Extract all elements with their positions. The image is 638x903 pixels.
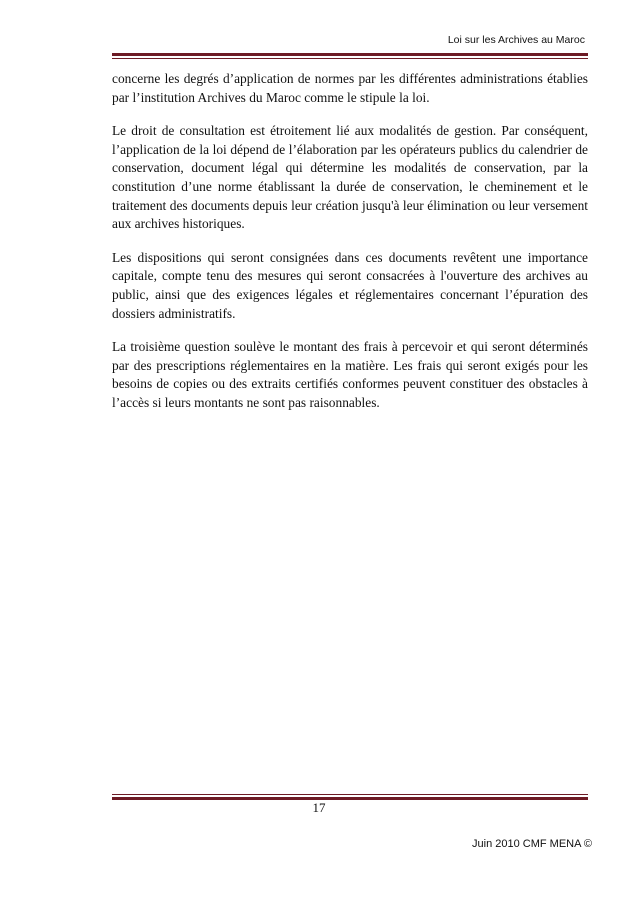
paragraph-1: concerne les degrés d’application de normes par les différentes administrations établies par l’institution Archives du Maroc comme le stipule la loi. bbox=[112, 71, 588, 105]
paragraph-2: Le droit de consultation est étroitement lié aux modalités de gestion. Par conséquent, l’application de la loi dépend de l’élaboration par les opérateurs publics du calendrier de conservation, document légal qui détermine les modalités de conservation, par la constitution d’une norme établissant la durée de conservation, le cheminement et le traitement des documents depuis leur création jusqu'à leur élimination ou leur versement aux archives historiques. bbox=[112, 123, 588, 232]
body-text bbox=[112, 70, 588, 428]
footer-text: Juin 2010 CMF MENA © bbox=[472, 838, 592, 850]
paragraph-4: La troisième question soulève le montant des frais à percevoir et qui seront déterminés par des prescriptions réglementaires en la matière. Les frais qui seront exigés pour les besoins de copies ou des extraits certifiés conformes peuvent constituer des obstacles à l’accès si leurs montants ne sont pas raisonnables. bbox=[112, 339, 588, 410]
header-title: Loi sur les Archives au Maroc bbox=[447, 34, 585, 46]
footer-rule bbox=[112, 794, 588, 795]
paragraph-3: Les dispositions qui seront consignées dans ces documents revêtent une importance capitale, compte tenu des mesures qui seront consacrées à l'ouverture des archives au public, ainsi que des exigences légales et réglementaires concernant l’épuration des dossiers administratifs. bbox=[112, 249, 588, 321]
page-number: 17 bbox=[312, 800, 326, 815]
header-rule bbox=[112, 53, 588, 56]
